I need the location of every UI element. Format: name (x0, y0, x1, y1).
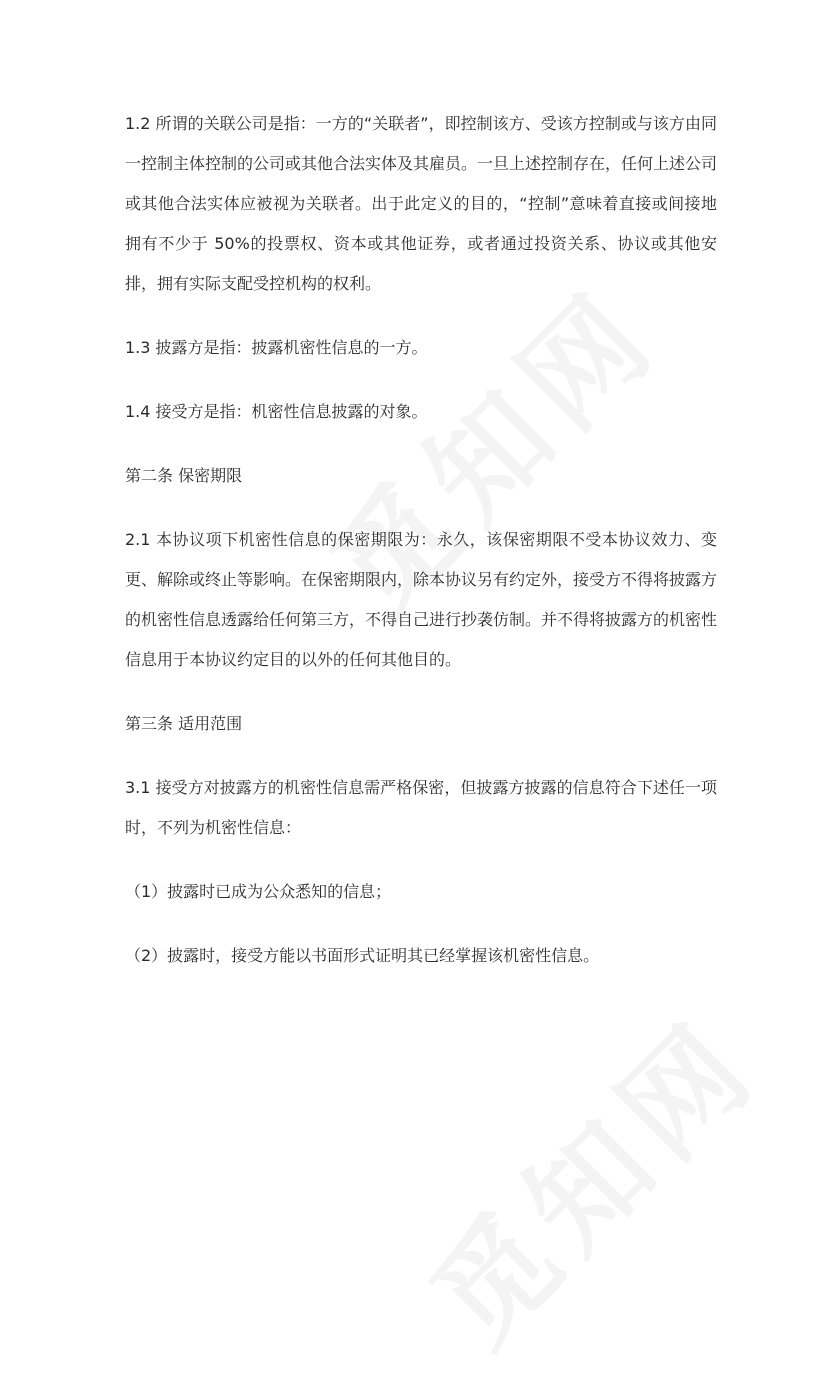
section-heading-article-2: 第二条 保密期限 (125, 466, 243, 485)
watermark (388, 975, 788, 1375)
paragraph-2-1-confidentiality-period: 2.1 本协议项下机密性信息的保密期限为：永久，该保密期限不受本协议效力、变更、解除或终止等影响。在保密期限内，除本协议另有约定外，接受方不得将披露方的机密性信息透露给任何第三方，不得自己进行抄袭仿制。并不得将披露方的机密性信息用于本协议约定目的以外的任何其他目的。 (125, 530, 718, 669)
paragraph-1-2-affiliate-definition: 1.2 所谓的关联公司是指：一方的“关联者”，即控制该方、受该方控制或与该方由同一控制主体控制的公司或其他合法实体及其雇员。一旦上述控制存在，任何上述公司或其他合法实体应被视为关联者。出于此定义的目的，“控制”意味着直接或间接地拥有不少于 50%的投票权、资本或其他证券，或者通过投资关系、协议或其他安排，拥有实际支配受控机构的权利。 (125, 114, 718, 293)
list-item-2-already-possessed: （2）披露时，接受方能以书面形式证明其已经掌握该机密性信息。 (125, 946, 600, 965)
section-heading-article-3: 第三条 适用范围 (125, 714, 243, 733)
paragraph-3-1-scope: 3.1 接受方对披露方的机密性信息需严格保密，但披露方披露的信息符合下述任一项时，不列为机密性信息： (125, 778, 717, 837)
document-body (125, 104, 717, 976)
list-item-1-public-information: （1）披露时已成为公众悉知的信息； (125, 882, 392, 901)
paragraph-1-4-receiving-party: 1.4 接受方是指：机密性信息披露的对象。 (125, 402, 428, 421)
paragraph-1-3-disclosing-party: 1.3 披露方是指：披露机密性信息的一方。 (125, 338, 428, 357)
